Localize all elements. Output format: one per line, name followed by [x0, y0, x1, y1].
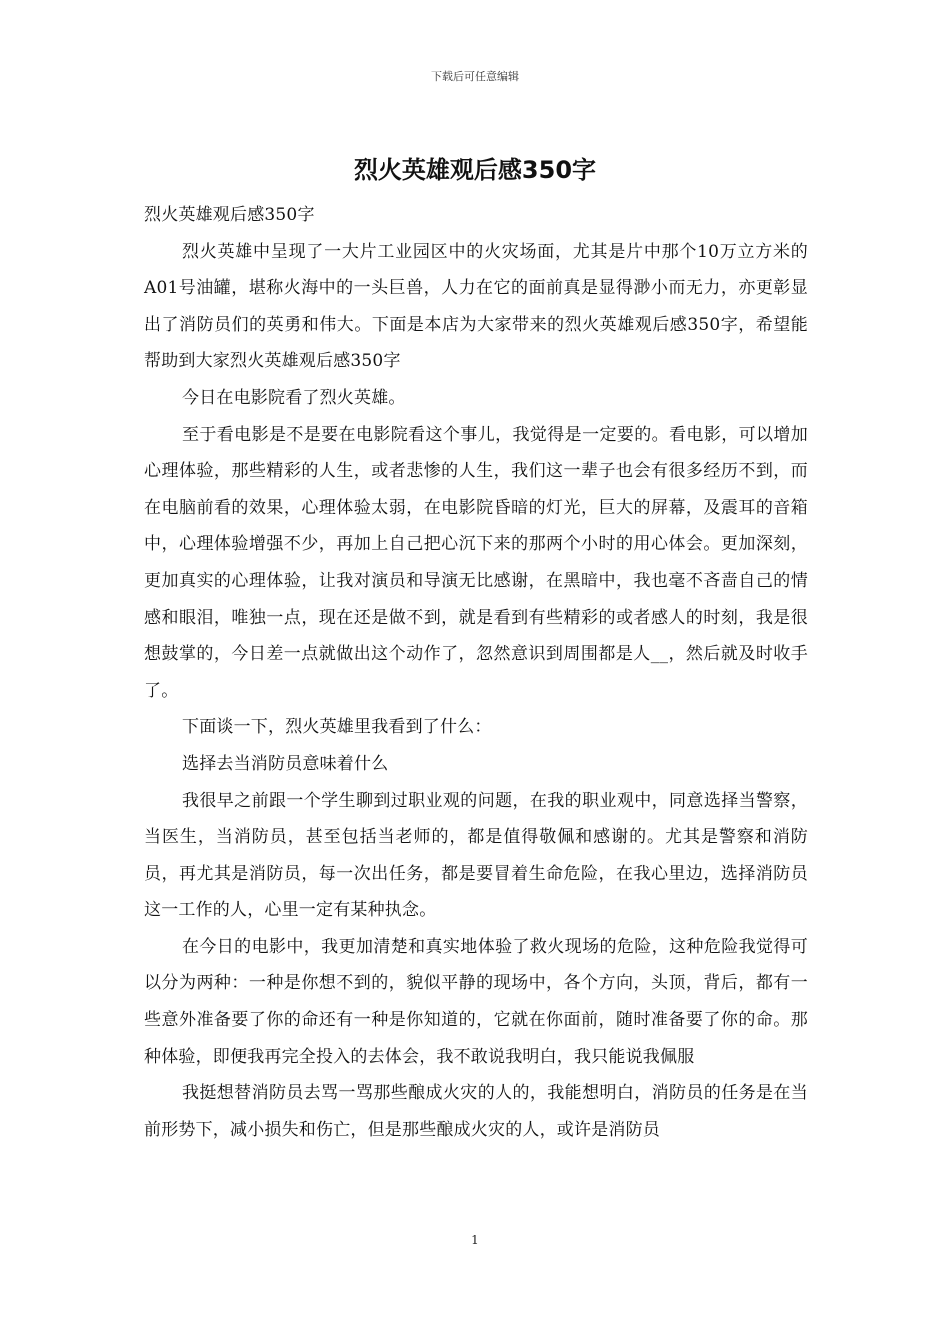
document-body: [144, 197, 808, 1148]
paragraph: 在今日的电影中，我更加清楚和真实地体验了救火现场的危险，这种危险我觉得可以分为两种：一种是你想不到的，貌似平静的现场中，各个方向，头顶，背后，都有一些意外准备要了你的命还有一种是你知道的，它就在你面前，随时准备要了你的命。那种体验，即便我再完全投入的去体会，我不敢说我明白，我只能说我佩服: [144, 936, 808, 1067]
paragraph: 下面谈一下，烈火英雄里我看到了什么：: [182, 717, 492, 738]
paragraph: 烈火英雄中呈现了一大片工业园区中的火灾场面，尤其是片中那个10万立方米的A01号油罐，堪称火海中的一头巨兽，人力在它的面前真是显得渺小而无力，亦更彰显出了消防员们的英勇和伟大。下面是本店为大家带来的烈火英雄观后感350字，希望能帮助到大家烈火英雄观后感350字: [144, 241, 808, 372]
subtitle-line: 烈火英雄观后感350字: [144, 205, 315, 225]
paragraph: 我挺想替消防员去骂一骂那些酿成火灾的人的，我能想明白，消防员的任务是在当前形势下，减小损失和伤亡，但是那些酿成火灾的人，或许是消防员: [144, 1083, 808, 1140]
page-number: 1: [471, 1233, 479, 1247]
document-title: 烈火英雄观后感350字: [353, 156, 597, 184]
paragraph: 至于看电影是不是要在电影院看这个事儿，我觉得是一定要的。看电影，可以增加心理体验，那些精彩的人生，或者悲惨的人生，我们这一辈子也会有很多经历不到，而在电脑前看的效果，心理体验太弱，在电影院昏暗的灯光，巨大的屏幕，及震耳的音箱中，心理体验增强不少，再加上自己把心沉下来的那两个小时的用心体会。更加深刻，更加真实的心理体验，让我对演员和导演无比感谢，在黑暗中，我也毫不吝啬自己的情感和眼泪，唯独一点，现在还是做不到，就是看到有些精彩的或者感人的时刻，我是很想鼓掌的，今日差一点就做出这个动作了，忽然意识到周围都是人__，然后就及时收手了。: [144, 424, 808, 701]
paragraph: 今日在电影院看了烈火英雄。: [182, 387, 406, 408]
paragraph: 我很早之前跟一个学生聊到过职业观的问题，在我的职业观中，同意选择当警察，当医生，当消防员，甚至包括当老师的，都是值得敬佩和感谢的。尤其是警察和消防员，再尤其是消防员，每一次出任务，都是要冒着生命危险，在我心里边，选择消防员这一工作的人，心里一定有某种执念。: [144, 790, 808, 921]
paragraph: 选择去当消防员意味着什么: [182, 753, 389, 774]
header-note: 下载后可任意编辑: [431, 70, 519, 83]
